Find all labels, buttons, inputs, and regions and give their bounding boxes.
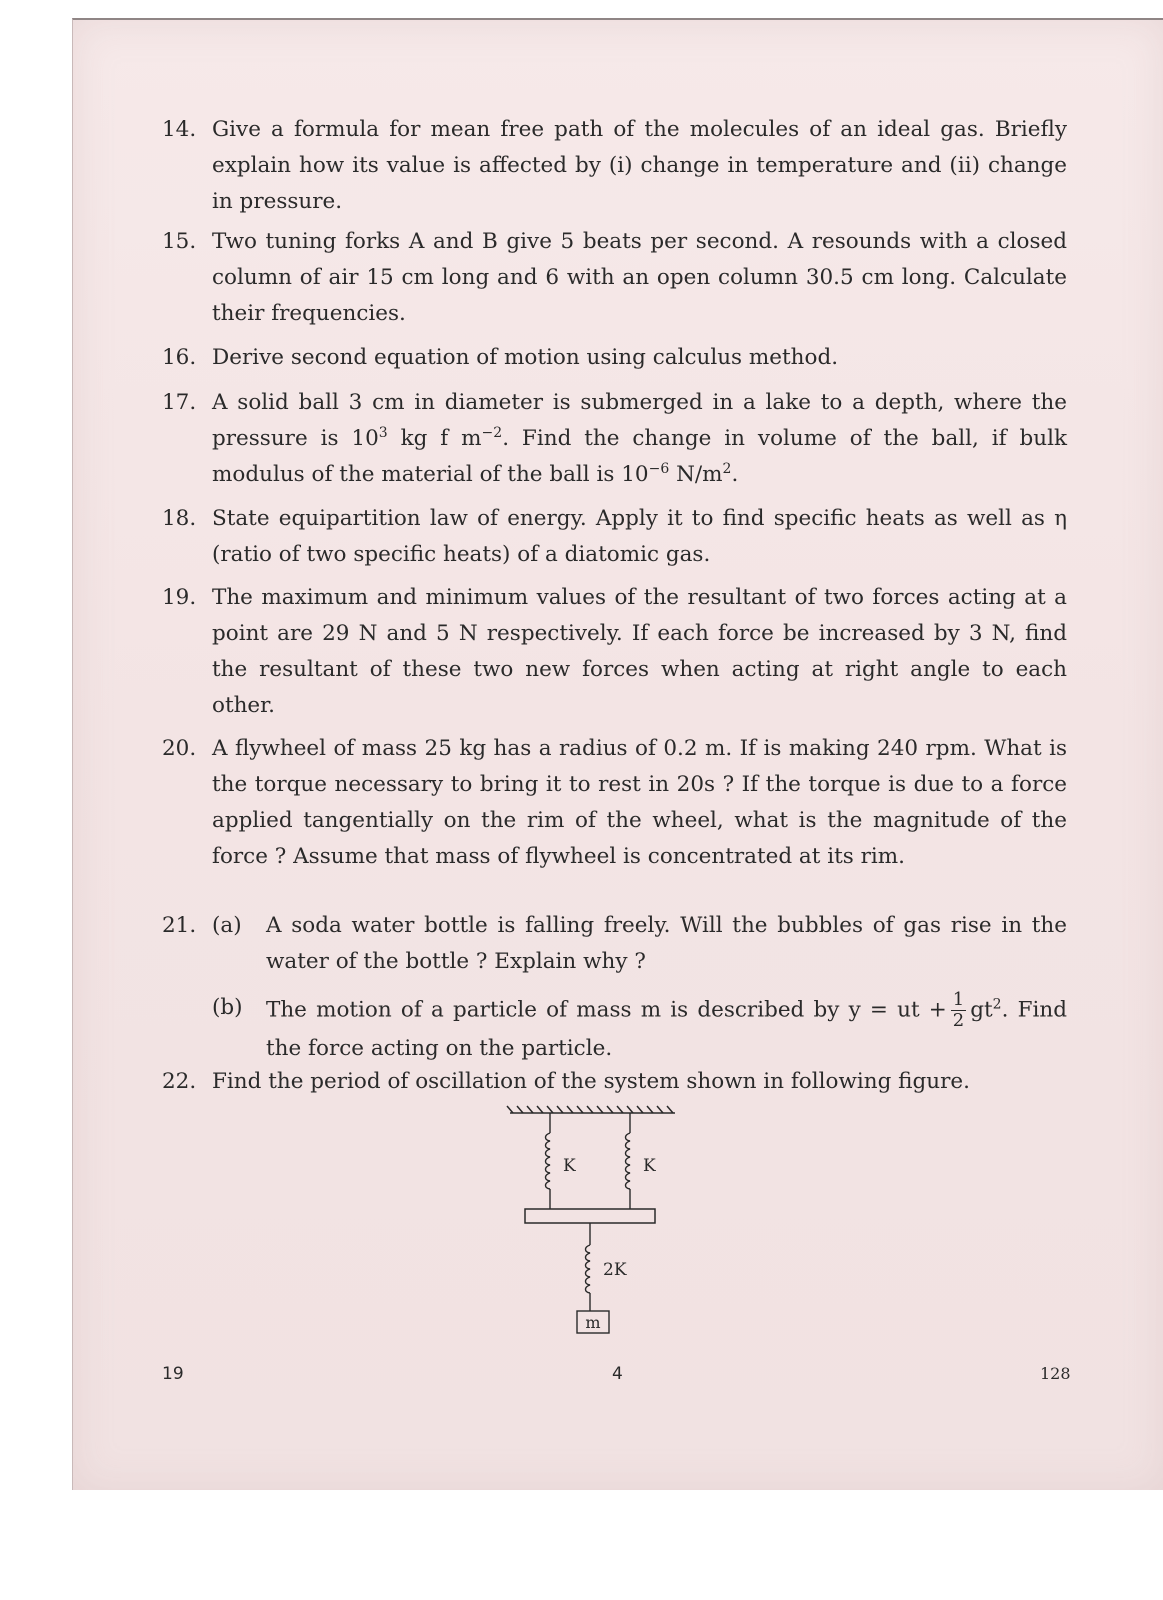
- question-number: 21.: [162, 913, 197, 938]
- question-number: 15.: [162, 229, 197, 254]
- question-text: Find the period of oscillation of the system shown in following figure.: [212, 1069, 970, 1094]
- question-number: 20.: [162, 736, 197, 761]
- subquestion-text: The motion of a particle of mass m is described by y = ut + $\frac{1}{2}$ $gt^2$. Find the force acting on the particle.: [266, 989, 1067, 1061]
- question-number: 16.: [162, 345, 197, 370]
- subquestion-text: A soda water bottle is falling freely. Will the bubbles of gas rise in the water of the bottle ? Explain why ?: [266, 913, 1067, 974]
- subquestion-b: [212, 990, 1067, 1067]
- footer-right: 128: [1040, 1364, 1071, 1383]
- subquestion-label: (b): [212, 995, 243, 1020]
- question-19: [162, 580, 1067, 724]
- question-text: State equipartition law of energy. Apply it to find specific heats as well as η (ratio of two specific heats) of a diatomic gas.: [212, 506, 1067, 567]
- fraction: $\frac{1}{2}$: [952, 989, 965, 1031]
- question-number: 18.: [162, 506, 197, 531]
- question-number: 22.: [162, 1069, 197, 1094]
- question-20: [162, 731, 1067, 875]
- question-number: 14.: [162, 117, 197, 142]
- question-text: Give a formula for mean free path of the molecules of an ideal gas. Briefly explain how its value is affected by (i) change in temperature and (ii) change in pressure.: [212, 117, 1067, 214]
- mass-label: m: [585, 1313, 601, 1332]
- rigid-bar: [525, 1209, 655, 1223]
- subquestion-label: (a): [212, 913, 242, 938]
- spring-left: [546, 1113, 551, 1209]
- question-17: [162, 385, 1067, 493]
- spring-right: [626, 1113, 631, 1209]
- subquestion-a: [212, 908, 1067, 980]
- spring-mass-figure: [505, 1105, 685, 1345]
- question-21: [162, 908, 1067, 1067]
- question-15: [162, 224, 1067, 332]
- spring-label-left: K: [563, 1156, 576, 1176]
- question-text: Derive second equation of motion using calculus method.: [212, 345, 839, 370]
- question-22: [162, 1064, 1067, 1100]
- question-number: 19.: [162, 585, 197, 610]
- question-text: Two tuning forks A and B give 5 beats per second. A resounds with a closed column of air 15 cm long and 6 with an open column 30.5 cm long. Calculate their frequencies.: [212, 229, 1067, 326]
- question-14: [162, 112, 1067, 220]
- question-18: [162, 501, 1067, 573]
- question-text: A flywheel of mass 25 kg has a radius of 0.2 m. If is making 240 rpm. What is the torque necessary to bring it to rest in 20s ? If the torque is due to a force applied tangentially on the rim of the wheel, what is the magnitude of the force ? Assume that mass of flywheel is concentrated at its rim.: [212, 736, 1067, 869]
- spring-label-right: K: [643, 1156, 656, 1176]
- spring-label-bottom: 2K: [603, 1260, 627, 1280]
- spring-bottom: [586, 1223, 591, 1311]
- question-16: [162, 340, 1067, 376]
- question-text: The maximum and minimum values of the resultant of two forces acting at a point are 29 N and 5 N respectively. If each force be increased by 3 N, find the resultant of these two new forces when acting at right angle to each other.: [212, 585, 1067, 718]
- ceiling-support: [507, 1106, 675, 1113]
- question-text: A solid ball 3 cm in diameter is submerged in a lake to a depth, where the pressure is $10^3$ kg f $m^{-2}$. Find the change in volume of the ball, if bulk modulus of the material of the ball is $10^{-6}$ $N/m^2$.: [212, 390, 1068, 487]
- page-number: 4: [612, 1364, 623, 1384]
- footer-left: 19: [162, 1364, 184, 1384]
- question-number: 17.: [162, 390, 197, 415]
